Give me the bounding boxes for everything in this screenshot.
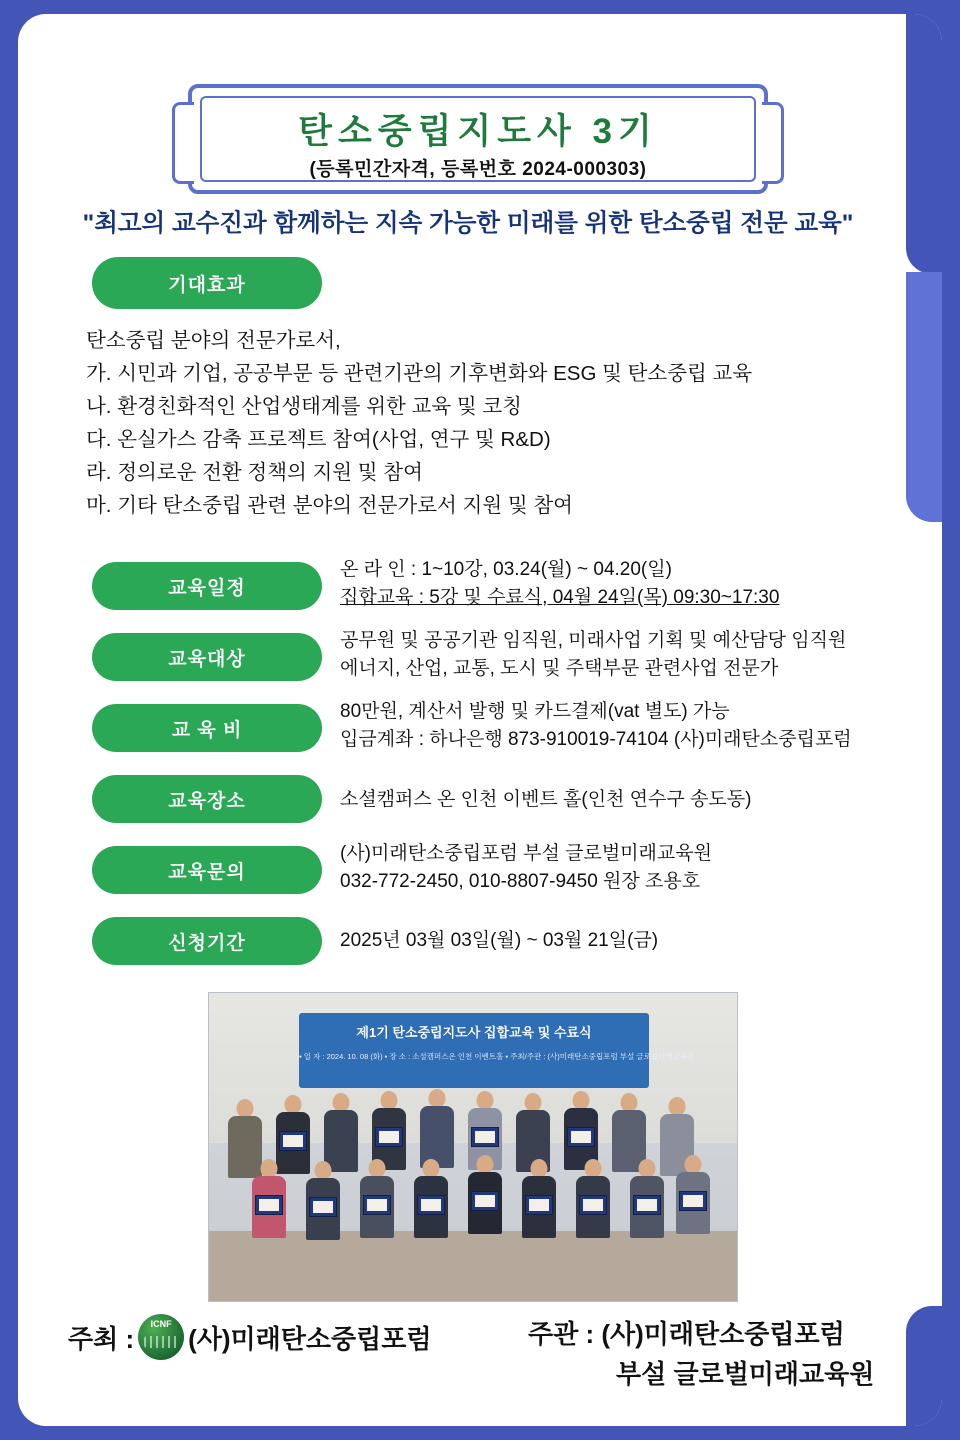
footer-organizer-sub: 부설 글로벌미래교육원: [616, 1359, 875, 1389]
effect-item: 가. 시민과 기업, 공공부문 등 관련기관의 기후변화와 ESG 및 탄소중립 교육: [86, 362, 753, 385]
section-pill-place: 교육장소: [92, 775, 322, 823]
section-pill-fee: 교 육 비: [92, 704, 322, 752]
row-line-2: 집합교육 : 5강 및 수료식, 04월 24일(목) 09:30~17:30: [340, 587, 780, 608]
row-text-contact: [340, 840, 712, 896]
section-pill-application-period: 신청기간: [92, 917, 322, 965]
footer-host-label: 주최 :: [68, 1323, 135, 1354]
row-text-schedule: [340, 556, 779, 612]
group-photo: [208, 992, 738, 1302]
row-line-2: 032-772-2450, 010-8807-9450 원장 조용호: [340, 871, 701, 892]
effect-item: 나. 환경친화적인 산업생태계를 위한 교육 및 코칭: [86, 395, 522, 418]
expected-effects-body: [86, 324, 896, 522]
footer-organizer: 주관 : (사)미래탄소중립포럼: [528, 1319, 845, 1349]
globe-icon: [138, 1314, 184, 1360]
decor-tab-middle: [906, 272, 942, 522]
section-pill-expected-effects: 기대효과: [92, 257, 322, 309]
footer-host-name: (사)미래탄소중립포럼: [188, 1323, 432, 1354]
row-line-1: (사)미래탄소중립포럼 부설 글로벌미래교육원: [340, 843, 712, 864]
slogan-text: "최고의 교수진과 함께하는 지속 가능한 미래를 위한 탄소중립 전문 교육": [82, 210, 854, 237]
photo-attendees: [209, 1089, 737, 1261]
row-line-2: 에너지, 산업, 교통, 도시 및 주택부문 관련사업 전문가: [340, 658, 779, 679]
row-text-application-period: [340, 927, 658, 955]
row-text-place: [340, 786, 751, 814]
row-line-1: 온 라 인 : 1~10강, 03.24(월) ~ 04.20(일): [340, 559, 672, 580]
page-title: 탄소중립지도사 3기: [298, 112, 658, 151]
row-line-2: 입금계좌 : 하나은행 873-910019-74104 (사)미래탄소중립포럼: [340, 729, 852, 750]
photo-banner-title: 제1기 탄소중립지도사 집합교육 및 수료식: [299, 1013, 649, 1088]
page-subtitle: (등록민간자격, 등록번호 2024-000303): [309, 159, 647, 180]
title-banner-right-tab: [762, 102, 784, 184]
decor-tab-bottom: [906, 1306, 942, 1426]
row-line-1: 80만원, 계산서 발행 및 카드결제(vat 별도) 가능: [340, 701, 730, 722]
footer-host: [68, 1314, 432, 1360]
row-line-1: 2025년 03월 03일(월) ~ 03월 21일(금): [340, 930, 659, 951]
row-text-fee: [340, 698, 852, 754]
effect-item: 라. 정의로운 전환 정책의 지원 및 참여: [86, 461, 423, 484]
title-banner-left-tab: [172, 102, 194, 184]
section-pill-contact: 교육문의: [92, 846, 322, 894]
row-text-target: [340, 627, 846, 683]
effect-intro: 탄소중립 분야의 전문가로서,: [86, 329, 341, 352]
effect-item: 다. 온실가스 감축 프로젝트 참여(사업, 연구 및 R&D): [86, 428, 551, 451]
section-pill-target: 교육대상: [92, 633, 322, 681]
row-line-1: 공무원 및 공공기관 임직원, 미래사업 기획 및 예산담당 임직원: [340, 630, 847, 651]
section-pill-schedule: 교육일정: [92, 562, 322, 610]
effect-item: 마. 기타 탄소중립 관련 분야의 전문가로서 지원 및 참여: [86, 494, 573, 517]
title-banner: [188, 84, 768, 194]
photo-banner-subtitle: ▪ 일 자 : 2024. 10. 08 (화) ▪ 장 소 : 소셜캠퍼스온 인천 이벤트홀 ▪ 주최/주관 : (사)미래탄소중립포럼 부설 글로벌미래교육원: [299, 1052, 695, 1061]
poster-card: [18, 14, 942, 1426]
row-line-1: 소셜캠퍼스 온 인천 이벤트 홀(인천 연수구 송도동): [340, 789, 752, 810]
poster-content: [18, 14, 906, 1426]
